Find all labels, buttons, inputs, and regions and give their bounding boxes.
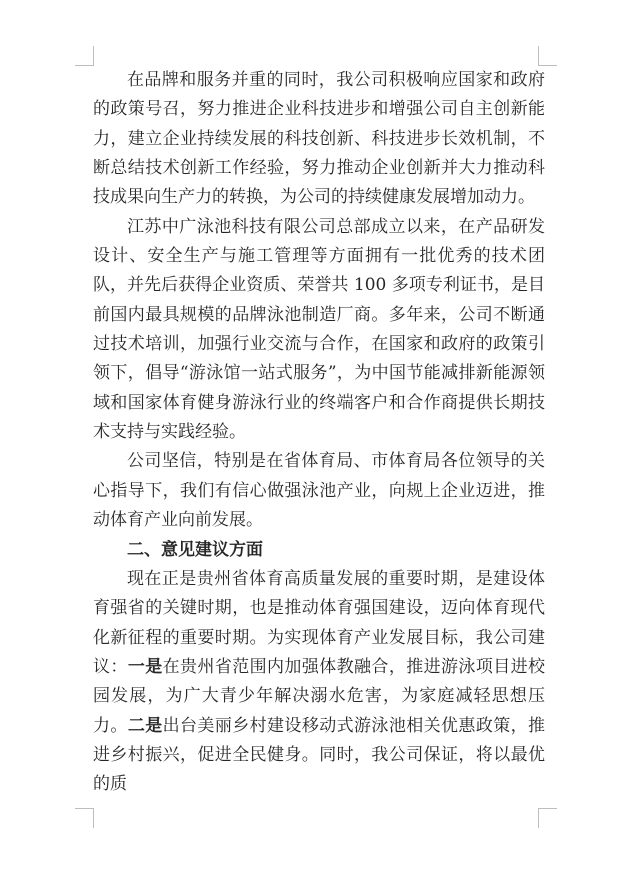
crop-mark-bottom-right-icon	[538, 808, 557, 828]
paragraph-company-confidence: 公司坚信，特别是在省体育局、市体育局各位领导的关心指导下，我们有信心做强泳池产业，向规上企业迈进，推动体育产业向前发展。	[93, 451, 545, 531]
crop-mark-top-right-icon	[538, 46, 557, 66]
text-segment: 在贵州省范围内加强体教融合，推进游泳项目进校园发展，为广大青少年解决溺水危害，为家庭减轻思想压力。	[93, 656, 546, 736]
text-segment: 现在正是贵州省体育高质量发展的重要时期，是建设体育强省的关键时期，也是推动体育强国建设，迈向体育现代化新征程的重要时期。为实现体育产业发展目标，我公司建议：	[93, 568, 545, 677]
document-text-area	[93, 66, 545, 800]
text-segment: 出台美丽乡村建设移动式游泳池相关优惠政策，推进乡村振兴，促进全民健身。同时，我公司保证，将以最优的质	[93, 715, 546, 795]
paragraph-brand-service: 在品牌和服务并重的同时，我公司积极响应国家和政府的政策号召，努力推进企业科技进步和增强公司自主创新能力，建立企业持续发展的科技创新、科技进步长效机制，不断总结技术创新工作经验，努力推动企业创新并大力推动科技成果向生产力的转换，为公司的持续健康发展增加动力。	[93, 70, 545, 208]
text-segment-bold-second-point: 二是	[127, 715, 163, 736]
paragraph-company-intro: 江苏中广泳池科技有限公司总部成立以来，在产品研发设计、安全生产与施工管理等方面拥有一批优秀的技术团队，并先后获得企业资质、荣誉共 100 多项专利证书，是目前国内最具规模的品牌泳池制造厂商。多年来，公司不断通过技术培训，加强行业交流与合作，在国家和政府的政策引领下，倡导“游泳馆一站式服务”，为中国节能减排新能源领域和国家体育健身游泳行业的终端客户和合作商提供长期技术支持与实践经验。	[93, 216, 545, 443]
crop-mark-top-left-icon	[75, 46, 94, 66]
section-heading: 二、意见建议方面	[127, 539, 263, 560]
crop-mark-bottom-left-icon	[75, 808, 94, 828]
text-segment-bold-first-point: 一是	[127, 656, 163, 677]
paragraph-suggestions	[93, 565, 545, 800]
